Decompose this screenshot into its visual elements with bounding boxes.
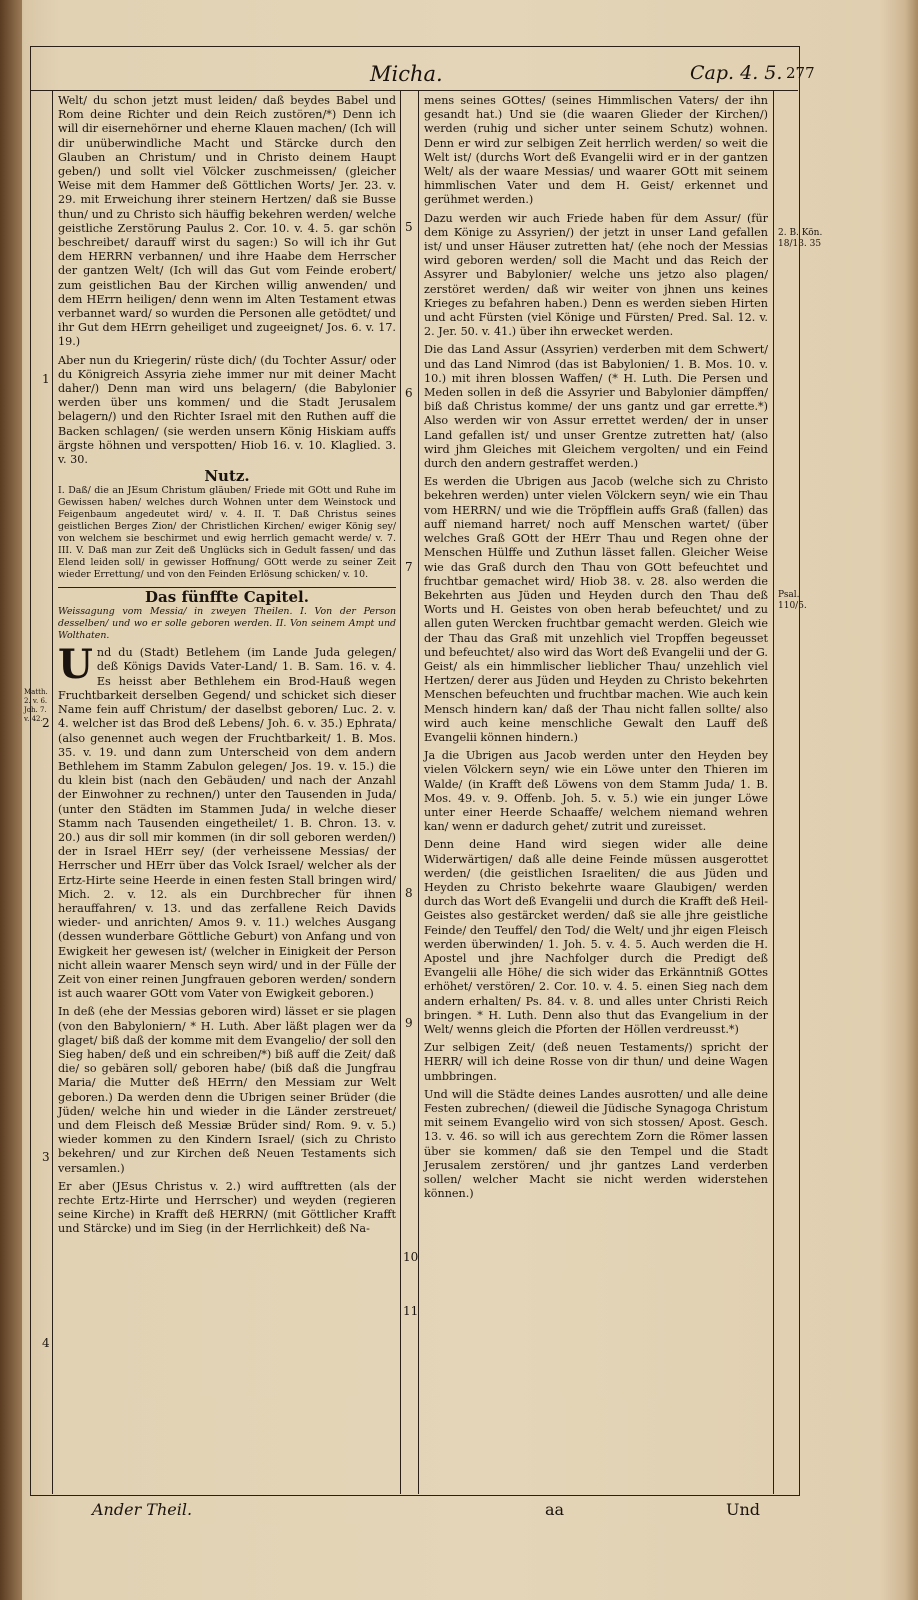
running-title: Micha. bbox=[370, 62, 443, 86]
verse-number: 6 bbox=[405, 386, 413, 400]
right-paragraph-5: Ja die Ubrigen aus Jacob werden unter den Heyden bey vielen Völckern seyn/ wie ein Löwe unter den Thieren im Walde/ (in Krafft deß Löwens von dem Stamm Juda/ 1. B. Mos. 49. v. 9. Offenb. Joh. 5. v. 5.) wie ein junger Löwe unter einer Heerde Schaaffe/ welchem niemand wehren kan/ wenn er dadurch gehet/ zutrit und zureisset. bbox=[424, 749, 768, 834]
verse-number: 10 bbox=[403, 1250, 419, 1264]
verse-number: 2 bbox=[42, 716, 50, 730]
page-number: 277 bbox=[786, 64, 815, 82]
verse-number: 9 bbox=[405, 1016, 413, 1030]
left-margin-rule bbox=[52, 90, 53, 1494]
margin-reference: 2. B. Kön. 18/13. 35 bbox=[778, 228, 823, 249]
chapter-indicator: Cap. 4. 5. bbox=[690, 62, 783, 84]
right-paragraph-8: Und will die Städte deines Landes ausrotten/ und alle deine Festen zubrechen/ (dieweil die Jüdische Synagoga Christum mit seinem Evangelio wird von sich stossen/ Apost. Gesch. 13. v. 46. so will ich aus gerechtem Zorn die Römer lassen über sie kommen/ daß sie den Tempel und die Stadt Jerusalem zerstören/ und jhr gantzes Land verderben sollen/ welcher Macht sie nicht werden widerstehen können.) bbox=[424, 1087, 768, 1201]
right-paragraph-7: Zur selbigen Zeit/ (deß neuen Testaments/) spricht der HERR/ will ich deine Rosse von dir thun/ und deine Wagen umbbringen. bbox=[424, 1041, 768, 1083]
book-gutter bbox=[0, 0, 22, 1600]
margin-reference: Matth. 2. v. 6. Joh. 7. v. 42. bbox=[24, 688, 48, 723]
verse-number: 11 bbox=[403, 1304, 419, 1318]
center-rule-right bbox=[418, 90, 419, 1494]
verse-number: 3 bbox=[42, 1150, 50, 1164]
catchword: Und bbox=[726, 1500, 761, 1519]
verse-number: 1 bbox=[42, 372, 50, 386]
catchword-section: Ander Theil. bbox=[92, 1500, 193, 1519]
left-paragraph-5: Er aber (JEsus Christus v. 2.) wird aufftretten (als der rechte Ertz-Hirte und Herrscher) und weyden (regieren seine Kirche) in Krafft deß HERRN/ (mit Göttlicher Krafft und Stärcke) und im Sieg (in der Herrlichkeit) deß Na- bbox=[58, 1179, 396, 1236]
right-paragraph-4: Es werden die Ubrigen aus Jacob (welche sich zu Christo bekehren werden) unter vielen Völckern seyn/ wie ein Thau vom HERRN/ und wie die Tröpfflein auffs Graß (fallen) das auff niemand harret/ noch auff Menschen wartet/ (über welches Graß GOtt der HErr Thau und Regen ohne der Menschen Hülffe und Zuthun lässet fallen. Gleicher Weise wie das Graß durch den Thau von GOtt befeuchtet und fruchtbar gemachet wird/ Hiob 38. v. 28. also werden die Bekehrten aus Jüden und Heyden durch den Thau deß Worts und H. Geistes von oben herab befeuchtet/ und zu allen guten Wercken fruchtbar gemacht werden. Gleich wie der Thau das Graß mit unzehlich viel Tropffen begeusset und befeuchtet/ also wird das Wort deß Evangelii und der G. Geist/ als ein himmlischer lieblicher Thau/ unzehlich viel Hertzen/ derer aus Jüden und Heyden zu Christo bekehrten Menschen befeuchten und fruchtbar machen. Wie auch kein Mensch hindern kan/ daß der Thau nicht fallen sollte/ also wird auch keine menschliche Gewalt den Lauff deß Evangelii können hindern.) bbox=[424, 475, 768, 744]
chapter-summary: Weissagung vom Messia/ in zweyen Theilen. I. Von der Person desselben/ und wo er solle geboren werden. II. Von seinem Ampt und Wolthaten. bbox=[58, 606, 396, 642]
right-paragraph-3: Die das Land Assur (Assyrien) verderben mit dem Schwert/ und das Land Nimrod (das ist Babylonien/ 1. B. Mos. 10. v. 10.) mit ihren blossen Waffen/ (* H. Luth. Die Persen und Meden sollen in deß die Assyrier und Babylonier dämpffen/ biß daß Christus komme/ der uns gantz und gar errette.*) Also werden wir von Assur errettet werden/ der in unser Land gefallen ist/ und unser Grentze zutretten hat/ (also wird jhm Gleiches mit Gleichem vergolten/ und ein Feind durch den andern gestraffet werden.) bbox=[424, 343, 768, 471]
right-paragraph-6: Denn deine Hand wird siegen wider alle deine Widerwärtigen/ daß alle deine Feinde müssen ausgerottet werden/ (die geistlichen Israeliten/ die aus Jüden und Heyden zu Christo bekehrte waare Glaubigen/ werden durch das Wort deß Evangelii und durch die Krafft deß Heil-Geistes also gestärcket werden/ daß sie alle jhre geistliche Feinde/ den Teuffel/ den Tod/ die Welt/ und jhr eigen Fleisch werden überwinden/ 1. Joh. 5. v. 4. 5. Auch werden die H. Apostel und jhre Nachfolger durch die Predigt deß Evangelii alle Höhe/ die sich wider das Erkänntniß GOttes erhöhet/ verstören/ 2. Cor. 10. v. 4. 5. einen Sieg nach dem andern erhalten/ Ps. 84. v. 8. und alles unter Christi Reich bringen. * H. Luth. Denn also thut das Evangelium in der Welt/ wenns gleich die Pforten der Höllen verdreusst.*) bbox=[424, 838, 768, 1036]
nutz-text: I. Daß/ die an JEsum Christum gläuben/ Friede mit GOtt und Ruhe im Gewissen haben/ welches durch Wohnen unter dem Weinstock und Feigenbaum angedeutet wird/ v. 4. II. T. Daß Christus seines geistlichen Berges Zion/ der Christlichen Kirchen/ ewiger König sey/ von welchem sie beschirmet und ewig herrlich gemacht werde/ v. 7. III. V. Daß man zur Zeit deß Unglücks sich in Gedult fassen/ und das Elend leiden soll/ in gewisser Hoffnung/ GOtt werde zu seiner Zeit wieder Errettung/ und von den Feinden Erlösung schicken/ v. 10. bbox=[58, 485, 396, 581]
right-column bbox=[424, 94, 768, 1201]
left-paragraph-1: Welt/ du schon jetzt must leiden/ daß beydes Babel und Rom deine Richter und dein Reich zustören/*) Denn ich will dir eisernehörner und eherne Klauen machen/ (Ich will dir unüberwindliche Macht und Stärcke durch den Glauben an Christum/ und in Christo deinem Haupt geben/) und sollt viel Völcker zuschmeissen/ (gleicher Weise mit dem Hammer deß Göttlichen Worts/ Jer. 23. v. 29. mit Erweichung ihrer steinern Hertzen/ daß sie Busse thun/ und zu Christo sich häuffig bekehren werden/ welche geistliche Zerstörung Paulus 2. Cor. 10. v. 4. 5. gar schön beschreibet/ darauff wirst du sagen:) So will ich ihr Gut dem HERRN verbannen/ und ihre Haabe dem Herrscher der gantzen Welt/ (Ich will das Gut vom Feinde erobert/ zum geistlichen Bau der Kirchen willig anwenden/ und dem HErrn heiligen/ denn wenn im Alten Testament etwas verbannet ward/ so wurden die Personen alle getödtet/ und ihr Gut dem HErrn geheiliget und zugeeignet/ Jos. 6. v. 17. 19.) bbox=[58, 94, 396, 349]
chapter-heading: Das fünffte Capitel. bbox=[145, 588, 309, 607]
right-paragraph-2: Dazu werden wir auch Friede haben für dem Assur/ (für dem Könige zu Assyrien/) der jetzt in unser Land gefallen ist/ und unser Häuser zutretten hat/ (ehe noch der Messias wird geboren werden/ soll die Macht und das Reich der Assyrer und Babylonier/ welche uns jetzo also plagen/ zerstöret werden/ daß wir weiter von jhnen uns keines Krieges zu befahren haben.) Denn es werden sieben Hirten und acht Fürsten (viel Könige und Fürsten/ Pred. Sal. 12. v. 2. Jer. 50. v. 41.) über ihn erwecket werden. bbox=[424, 211, 768, 339]
verse-number: 5 bbox=[405, 220, 413, 234]
verse-number: 8 bbox=[405, 886, 413, 900]
verse-number: 7 bbox=[405, 560, 413, 574]
right-margin-rule bbox=[773, 90, 774, 1494]
drop-cap-initial: U bbox=[58, 641, 93, 689]
verse-number: 4 bbox=[42, 1336, 50, 1350]
left-paragraph-2: Aber nun du Kriegerin/ rüste dich/ (du Tochter Assur/ oder du Königreich Assyria ziehe immer nur mit deiner Macht daher/) Denn man wird uns belagern/ (die Babylonier werden über uns kommen/ und die Stadt Jerusalem belagern/) und den Richter Israel mit den Ruthen auff die Backen schlagen/ (sie werden unsern König Hiskiam auffs ärgste höhnen und verspotten/ Hiob 16. v. 10. Klaglied. 3. v. 30. bbox=[58, 353, 396, 467]
center-rule-left bbox=[400, 90, 401, 1494]
left-paragraph-3 bbox=[58, 641, 396, 1001]
right-paragraph-1: mens seines GOttes/ (seines Himmlischen Vaters/ der ihn gesandt hat.) Und sie (die waaren Glieder der Kirchen/) werden (ruhig und sicher unter seinem Schutz) wohnen. Denn er wird zur selbigen Zeit herrlich werden/ so weit die Welt ist/ (durchs Wort deß Evangelii wird er in der gantzen Welt/ als der waare Messias/ und waarer GOtt mit seinem himmlischen Vater und dem H. Geist/ erkennet und gerühmet werden.) bbox=[424, 94, 768, 207]
nutz-heading: Nutz. bbox=[204, 467, 250, 486]
left-paragraph-3-text: nd du (Stadt) Betlehem (im Lande Juda gelegen/ deß Königs Davids Vater-Land/ 1. B. Sam. 16. v. 4. Es heisst aber Bethlehem ein Brod-Hauß wegen Fruchtbarkeit derselben Gegend/ und schicket sich dieser Name fein auff Christum/ der daselbst geboren/ Luc. 2. v. 4. welcher ist das Brod deß Lebens/ Joh. 6. v. 35.) Ephrata/ (also genennet auch wegen der Fruchtbarkeit/ 1. B. Mos. 35. v. 19. und dann zum Unterscheid von dem andern Bethlehem im Stamm Zabulon gelegen/ Jos. 19. v. 15.) die du klein bist (nach den Gebäuden/ und nach der Anzahl der Einwohner zu rechnen/) unter den Tausenden in Juda/ (unter den Städten im Stammen Juda/ in welche dieser Stamm nach Tausenden eingetheilet/ 1. B. Chron. 13. v. 20.) aus dir soll mir kommen (in dir soll geboren werden/) der in Israel HErr sey/ (der verheissene Messias/ der Herrscher und HErr über das Volck Israel/ welcher als der Ertz-Hirte seine Heerde in einen festen Stall bringen wird/ Mich. 2. v. 12. als ein Durchbrecher für ihnen herauffahren/ v. 13. und das zerfallene Reich Davids wieder- und anrichten/ Amos 9. v. 11.) welches Ausgang (dessen wunderbare Göttliche Geburt) von Anfang und von Ewigkeit her gewesen ist/ (welcher in Einigkeit der Person nicht allein waarer Mensch seyn wird/ und in der Fülle der Zeit von einer reinen Jungfrauen geboren werden/ sondern ist auch waarer GOtt vom Vater von Ewigkeit geboren.) bbox=[58, 646, 396, 1001]
margin-reference: Psal. 110/5. bbox=[778, 590, 807, 611]
signature-mark: aa bbox=[545, 1500, 565, 1519]
left-column bbox=[58, 94, 396, 1237]
header-rule bbox=[30, 90, 798, 91]
left-paragraph-4: In deß (ehe der Messias geboren wird) lässet er sie plagen (von den Babyloniern/ * H. Luth. Aber läßt plagen wer da glaget/ biß daß der komme mit dem Evangelio/ der soll den Sieg haben/ deß und ein schreiben/*) biß auff die Zeit/ daß die/ so gebären soll/ geboren habe/ (biß daß die Jungfrau Maria/ die Mutter deß HErrn/ den Messiam zur Welt geboren.) Da werden denn die Ubrigen seiner Brüder (die Jüden/ welche hin und wieder in die Länder zerstreuet/ und dem Fleisch deß Messiæ Brüder sind/ Rom. 9. v. 5.) wieder kommen zu den Kindern Israel/ (sich zu Christo bekehren/ und zur Kirchen deß Neuen Testaments sich versamlen.) bbox=[58, 1005, 396, 1175]
